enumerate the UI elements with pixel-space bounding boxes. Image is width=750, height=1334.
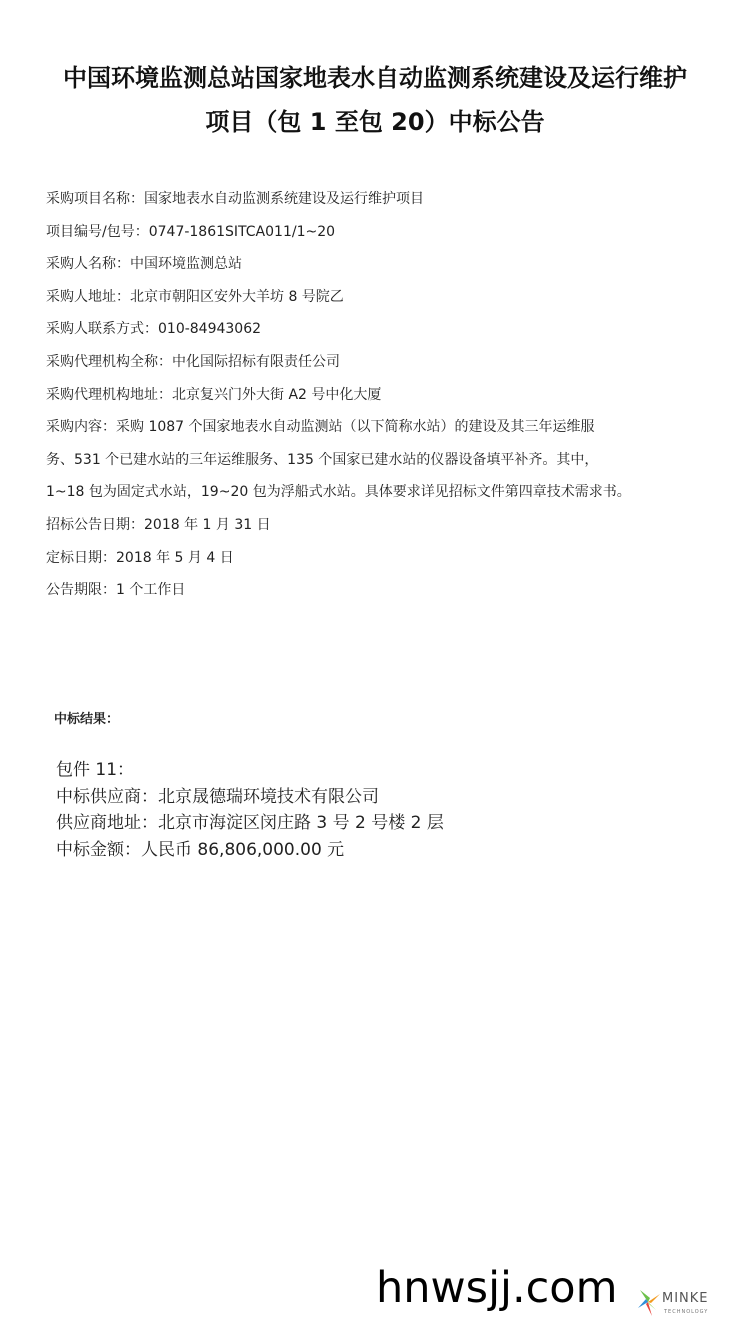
info-value: 中国环境监测总站 [130, 256, 242, 273]
info-label: 定标日期： [46, 549, 116, 566]
title-line-1: 中国环境监测总站国家地表水自动监测系统建设及运行维护 [63, 64, 687, 92]
info-value: 国家地表水自动监测系统建设及运行维护项目 [144, 191, 424, 207]
info-row-project-name [46, 183, 716, 216]
content-line-1: 采购内容：采购 1087 个国家地表水自动监测站（以下简称水站）的建设及其三年运维服 [46, 419, 595, 436]
info-row-award-date [46, 542, 716, 575]
info-label: 采购代理机构地址： [46, 386, 172, 403]
star-burst-logo-icon [634, 1282, 664, 1322]
info-value: 1 个工作日 [116, 582, 186, 599]
result-label: 供应商地址： [56, 813, 158, 833]
info-value: 2018 年 5 月 4 日 [116, 549, 234, 566]
info-label: 采购人地址： [46, 288, 130, 305]
logo-subtext: TECHNOLOGY [664, 1309, 709, 1315]
result-heading: 中标结果： [54, 712, 120, 727]
site-watermark: hnwsjj.com [376, 1263, 618, 1313]
result-label: 中标供应商： [56, 786, 158, 807]
info-row-purchaser-name [46, 248, 716, 281]
result-value: 北京晟德瑞环境技术有限公司 [158, 786, 379, 807]
content-line-2: 务、531 个已建水站的三年运维服务、135 个国家已建水站的仪器设备填平补齐。其中， [46, 451, 599, 468]
logo-text: MINKE [662, 1291, 709, 1306]
info-row-agency-address [46, 379, 716, 412]
info-value: 010-84943062 [158, 321, 262, 338]
info-label: 采购代理机构全称： [46, 353, 172, 370]
info-value: 北京市朝阳区安外大羊坊 8 号院乙 [130, 288, 344, 305]
title-line-2: 项目（包 1 至包 20）中标公告 [205, 108, 545, 136]
info-row-agency-name [46, 346, 716, 379]
result-row-supplier [56, 784, 444, 811]
info-label: 采购人联系方式： [46, 321, 158, 338]
info-label: 采购人名称： [46, 256, 130, 273]
result-value: 北京市海淀区闵庄路 3 号 2 号楼 2 层 [158, 813, 444, 833]
result-row-amount [56, 837, 444, 864]
info-row-notice-period [46, 574, 716, 607]
info-label: 公告期限： [46, 582, 116, 599]
info-row-project-number [46, 216, 716, 249]
info-label: 项目编号/包号： [46, 223, 149, 240]
info-row-purchaser-contact [46, 313, 716, 346]
info-value: 2018 年 1 月 31 日 [144, 516, 271, 533]
info-value: 0747-1861SITCA011/1~20 [148, 223, 336, 240]
notice-title [0, 56, 750, 144]
info-row-purchaser-address [46, 281, 716, 314]
minke-logo [634, 1282, 746, 1328]
project-info [46, 183, 716, 607]
result-row-supplier-address [56, 810, 444, 837]
info-value: 北京复兴门外大街 A2 号中化大厦 [172, 386, 382, 403]
info-row-notice-date [46, 509, 716, 542]
info-label: 采购项目名称： [46, 191, 144, 207]
result-label: 中标金额： [56, 839, 141, 860]
info-label: 招标公告日期： [46, 516, 144, 533]
content-line-3: 1~18 包为固定式水站，19~20 包为浮船式水站。具体要求详见招标文件第四章技术需求书。 [46, 484, 631, 501]
award-result [56, 757, 444, 863]
result-value: 人民币 86,806,000.00 元 [141, 839, 345, 860]
info-value: 中化国际招标有限责任公司 [172, 353, 340, 370]
package-label: 包件 11： [56, 760, 135, 780]
